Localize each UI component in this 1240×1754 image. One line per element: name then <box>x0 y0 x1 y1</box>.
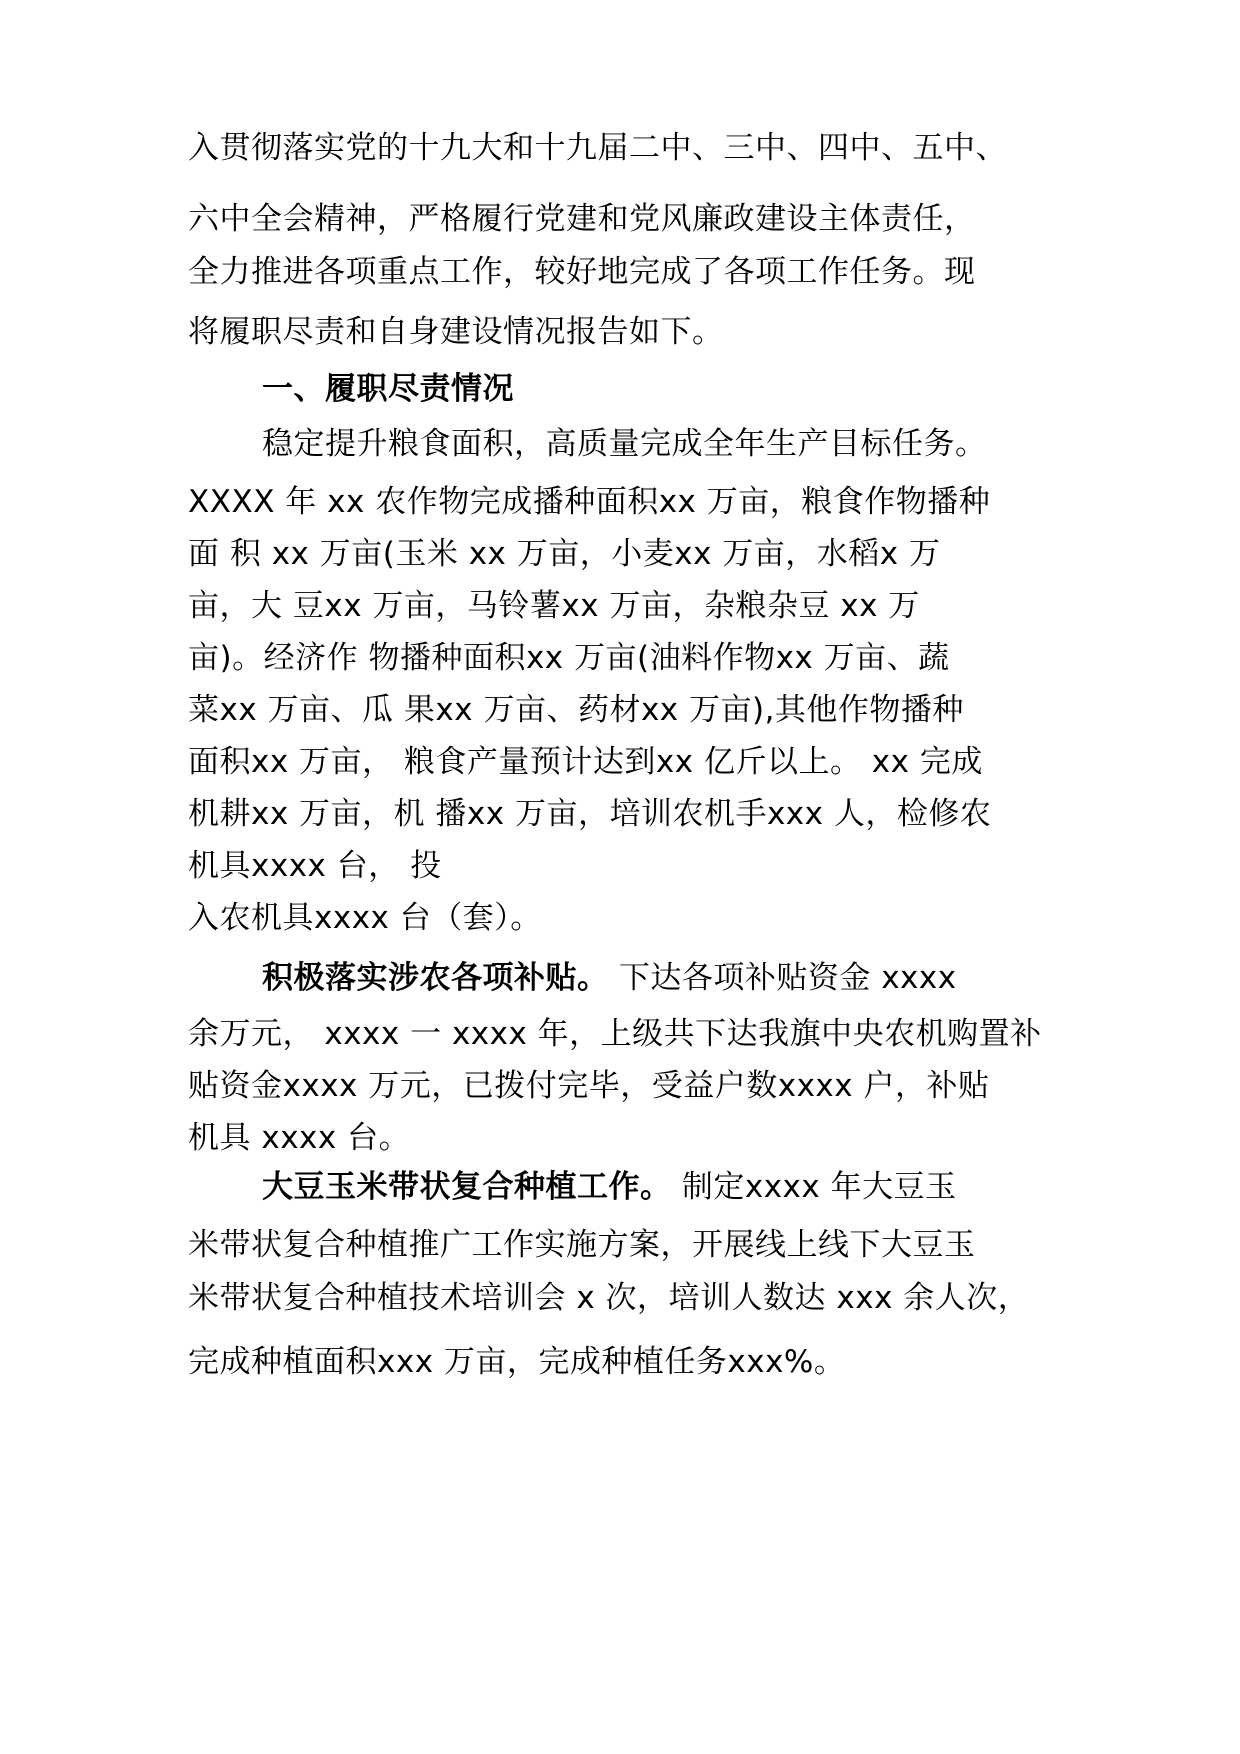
paragraph-lead-bold: 积极落实涉农各项补贴。 <box>262 960 609 996</box>
body-text-line: 亩)。经济作 物播种面积xx 万亩(油料作物xx 万亩、蔬 <box>188 640 950 676</box>
paragraph-lead-bold: 大豆玉米带状复合种植工作。 <box>262 1169 672 1205</box>
body-text-line: 米带状复合种植推广工作实施方案，开展线上线下大豆玉 <box>188 1227 976 1263</box>
body-text-line: XXXX 年 xx 农作物完成播种面积xx 万亩，粮食作物播种 <box>188 484 991 520</box>
paragraph-first-line <box>262 1167 957 1207</box>
body-text-line: 机耕xx 万亩，机 播xx 万亩，培训农机手xxx 人，检修农 <box>188 796 992 832</box>
body-text-line: 菜xx 万亩、瓜 果xx 万亩、药材xx 万亩),其他作物播种 <box>188 692 964 728</box>
body-text-line: 面积xx 万亩， 粮食产量预计达到xx 亿斤以上。 xx 完成 <box>188 744 983 780</box>
body-text-line: 贴资金xxxx 万元，已拨付完毕，受益户数xxxx 户，补贴 <box>188 1068 990 1104</box>
paragraph-text: 制定xxxx 年大豆玉 <box>671 1169 957 1205</box>
body-text-line: 机具xxxx 台， 投 <box>188 848 442 884</box>
paragraph-text: 下达各项补贴资金 xxxx <box>608 960 957 996</box>
body-text-line: 亩，大 豆xx 万亩，马铃薯xx 万亩，杂粮杂豆 xx 万 <box>188 588 920 624</box>
section-heading: 一、履职尽责情况 <box>262 371 514 407</box>
body-text-line: 入农机具xxxx 台（套）。 <box>188 900 542 936</box>
body-text-line: 六中全会精神，严格履行党建和党风廉政建设主体责任， <box>188 201 976 237</box>
body-text-line: 将履职尽责和自身建设情况报告如下。 <box>188 314 724 350</box>
paragraph-first-line: 稳定提升粮食面积，高质量完成全年生产目标任务。 <box>262 426 987 462</box>
body-text-line: 入贯彻落实党的十九大和十九届二中、三中、四中、五中、 <box>188 130 1007 166</box>
body-text-line: 余万元， xxxx 一 xxxx 年，上级共下达我旗中央农机购置补 <box>188 1016 1042 1052</box>
paragraph-first-line <box>262 958 957 998</box>
body-text-line: 机具 xxxx 台。 <box>188 1120 411 1156</box>
body-text-line: 完成种植面积xxx 万亩，完成种植任务xxx%。 <box>188 1344 846 1380</box>
body-text-line: 全力推进各项重点工作，较好地完成了各项工作任务。现 <box>188 254 976 290</box>
body-text-line: 米带状复合种植技术培训会 x 次，培训人数达 xxx 余人次， <box>188 1280 1030 1316</box>
body-text-line: 面 积 xx 万亩(玉米 xx 万亩，小麦xx 万亩，水稻x 万 <box>188 536 941 572</box>
